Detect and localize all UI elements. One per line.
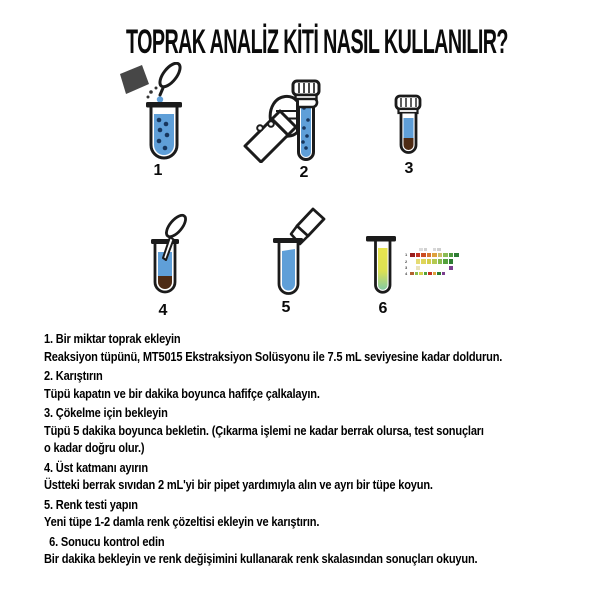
step-block xyxy=(44,330,588,365)
test-tube-icon xyxy=(273,238,303,294)
soil-particle xyxy=(147,96,150,99)
step-block xyxy=(44,459,588,494)
figure-number: 3 xyxy=(404,160,414,177)
liquid-drop xyxy=(157,96,163,102)
figure-number: 6 xyxy=(378,300,388,317)
step4-illustration xyxy=(140,210,200,298)
tube-cap-icon xyxy=(396,96,420,113)
step-block xyxy=(44,367,588,402)
test-tube-icon xyxy=(146,102,182,158)
tube-rim xyxy=(273,238,303,243)
color-scale-row: 2 xyxy=(405,259,460,264)
figure-step2 xyxy=(240,68,355,186)
tube-sediment xyxy=(404,138,414,150)
figure-step4 xyxy=(140,210,200,322)
color-scale-row: 1 xyxy=(405,253,460,258)
tube-liquid xyxy=(282,249,295,291)
step-heading: 4. Üst katmanı ayırın xyxy=(44,459,148,475)
test-tube-icon xyxy=(366,236,396,292)
step-heading: 5. Renk testi yapın xyxy=(44,496,138,512)
soil-particle xyxy=(155,87,158,90)
step-text-line: Üstteki berrak sıvıdan 2 mL'yi bir pipet yardımıyla alın ve ayrı bir tüpe koyun. xyxy=(44,477,433,492)
step6-illustration xyxy=(355,230,405,296)
step-heading: 2. Karıştırın xyxy=(44,368,103,383)
step-block xyxy=(44,496,588,531)
tube-cap-icon xyxy=(293,81,319,99)
step-text-line: Reaksiyon tüpünü, MT5015 Ekstraksiyon Solüsyonu ile 7.5 mL seviyesine kadar doldurun. xyxy=(44,348,503,364)
step-text-line: Tüpü 5 dakika boyunca bekletin. (Çıkarma işlemi ne kadar berrak olursa, test sonuçları xyxy=(44,422,484,438)
color-chart xyxy=(405,248,460,277)
tube-liquid xyxy=(378,248,388,290)
color-scale-row: 4 xyxy=(405,272,460,275)
tube-liquid xyxy=(404,118,414,138)
figure-number: 5 xyxy=(281,299,291,316)
test-tube-icon xyxy=(151,239,179,292)
step-text-line: o kadar doğru olur.) xyxy=(44,440,145,455)
step-heading: 1. Bir miktar toprak ekleyin xyxy=(44,331,181,346)
step-block xyxy=(44,533,588,568)
figure-step1 xyxy=(112,62,237,184)
instruction-steps xyxy=(44,330,588,570)
tube-rim xyxy=(366,236,396,242)
step1-illustration xyxy=(112,62,237,162)
step-heading: 3. Çökelme için bekleyin xyxy=(44,405,168,420)
figure-step6 xyxy=(355,230,480,325)
figure-step5 xyxy=(255,200,333,320)
soil-scoop-icon xyxy=(120,65,149,94)
step-block xyxy=(44,404,588,457)
color-scale-row xyxy=(405,248,460,251)
soil-particle xyxy=(149,90,153,94)
step3-illustration xyxy=(385,88,435,158)
page-title: TOPRAK ANALİZ KİTİ NASIL KULLANILIR? xyxy=(126,23,508,61)
step2-illustration xyxy=(240,68,355,163)
figure-number: 1 xyxy=(153,162,163,179)
figure-number: 4 xyxy=(158,302,168,319)
sleeve-icon xyxy=(245,111,296,162)
step-text-line: Tüpü kapatın ve bir dakika boyunca hafifçe çalkalayın. xyxy=(44,385,320,401)
step-text-line: Bir dakika bekleyin ve renk değişimini kullanarak renk skalasından sonuçları okuyun. xyxy=(44,551,478,566)
dropper-loop-icon xyxy=(156,62,183,95)
figure-number: 2 xyxy=(299,164,309,181)
test-tube-icon xyxy=(401,114,416,153)
color-scale-row: 3 xyxy=(405,266,460,271)
step-heading: 6. Sonucu kontrol edin xyxy=(49,533,165,549)
figure-step3 xyxy=(385,88,435,183)
tube-rim xyxy=(151,239,179,244)
step-text-line: Yeni tüpe 1-2 damla renk çözeltisi ekleyin ve karıştırın. xyxy=(44,514,320,529)
step5-illustration xyxy=(255,200,333,298)
